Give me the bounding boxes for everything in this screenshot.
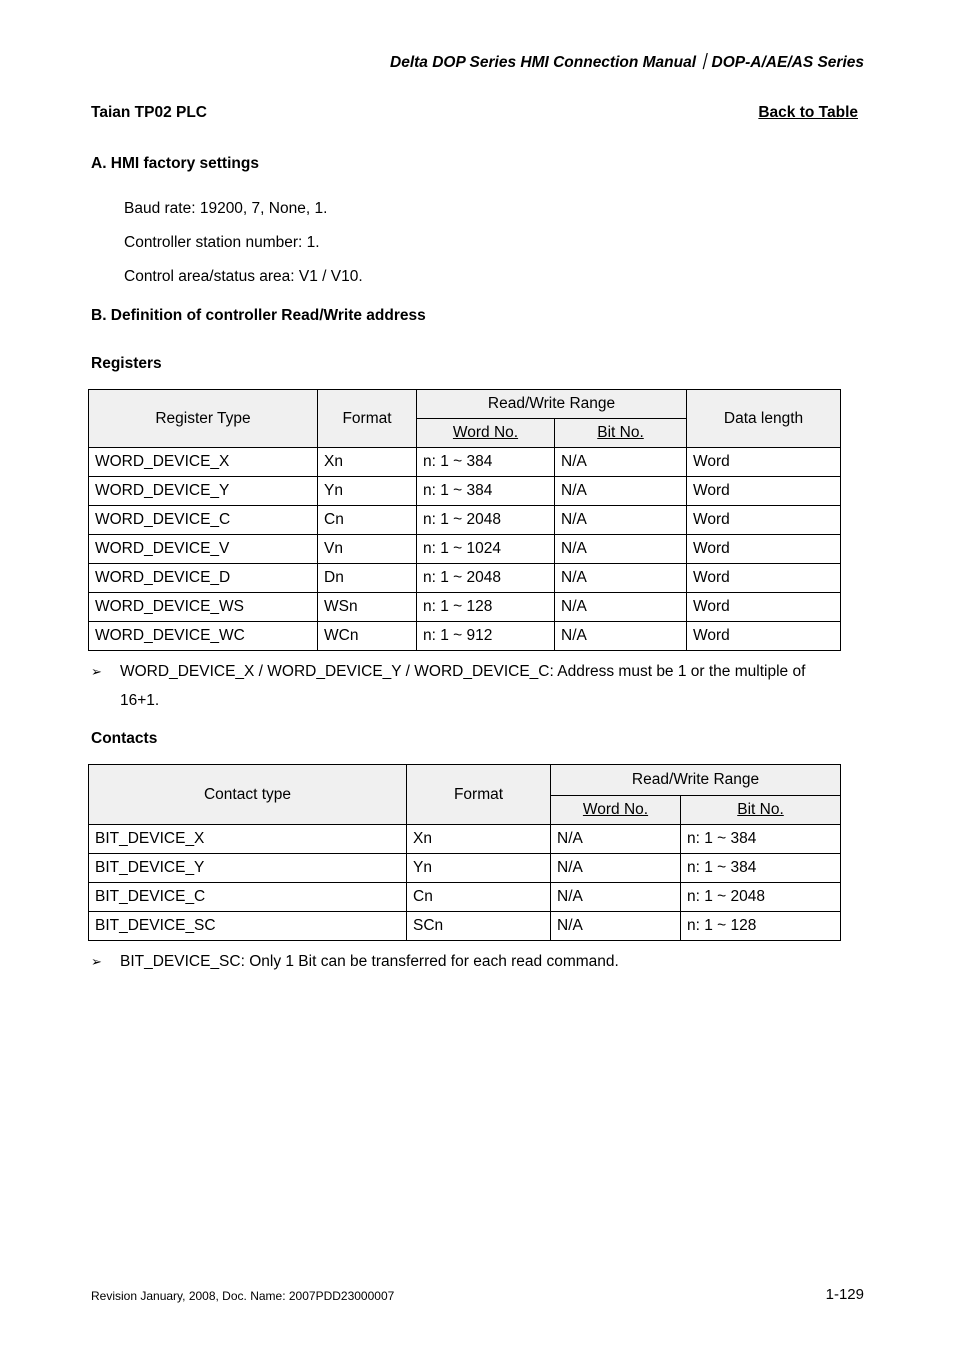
- register-type-cell: WORD_DEVICE_D: [89, 564, 318, 593]
- word-no-cell: N/A: [551, 825, 681, 854]
- bit-no-cell: n: 1 ~ 384: [681, 854, 841, 883]
- format-cell: Yn: [318, 477, 417, 506]
- contact-type-header: Contact type: [89, 765, 407, 825]
- bit-no-cell: n: 1 ~ 128: [681, 912, 841, 941]
- table-row: [89, 854, 841, 883]
- baud-rate-setting: Baud rate: 19200, 7, None, 1.: [124, 200, 328, 217]
- table-row: [89, 883, 841, 912]
- word-no-cell: N/A: [551, 854, 681, 883]
- contacts-table: [88, 764, 841, 941]
- table-row: [89, 912, 841, 941]
- word-no-cell: n: 1 ~ 912: [417, 622, 555, 651]
- footer-revision: Revision January, 2008, Doc. Name: 2007PDD23000007: [91, 1289, 395, 1303]
- word-no-cell: n: 1 ~ 384: [417, 448, 555, 477]
- data-length-cell: Word: [687, 506, 841, 535]
- bit-no-cell: N/A: [555, 535, 687, 564]
- word-no-cell: n: 1 ~ 384: [417, 477, 555, 506]
- word-no-header: Word No.: [551, 796, 681, 825]
- format-header: Format: [318, 390, 417, 448]
- data-length-cell: Word: [687, 535, 841, 564]
- register-type-cell: WORD_DEVICE_C: [89, 506, 318, 535]
- table-row: [89, 448, 841, 477]
- registers-note-line1: WORD_DEVICE_X / WORD_DEVICE_Y / WORD_DEVICE_C: Address must be 1 or the multiple of: [120, 663, 806, 680]
- word-no-cell: n: 1 ~ 2048: [417, 506, 555, 535]
- contact-type-cell: BIT_DEVICE_C: [89, 883, 407, 912]
- format-cell: Cn: [318, 506, 417, 535]
- word-no-header: Word No.: [417, 419, 555, 448]
- data-length-cell: Word: [687, 564, 841, 593]
- manual-header: Delta DOP Series HMI Connection Manual｜DOP-A/AE/AS Series: [390, 54, 864, 71]
- register-type-cell: WORD_DEVICE_Y: [89, 477, 318, 506]
- bit-no-cell: N/A: [555, 622, 687, 651]
- arrow-bullet-icon: ➢: [91, 664, 102, 679]
- bit-no-header: Bit No.: [681, 796, 841, 825]
- registers-table: [88, 389, 841, 651]
- definition-heading: B. Definition of controller Read/Write address: [91, 307, 426, 324]
- format-header: Format: [407, 765, 551, 825]
- arrow-bullet-icon: ➢: [91, 954, 102, 969]
- register-type-cell: WORD_DEVICE_V: [89, 535, 318, 564]
- factory-settings-heading: A. HMI factory settings: [91, 155, 259, 172]
- format-cell: Dn: [318, 564, 417, 593]
- read-write-range-header: Read/Write Range: [417, 390, 687, 419]
- table-row: [89, 825, 841, 854]
- bit-no-cell: N/A: [555, 564, 687, 593]
- contacts-note: [91, 947, 841, 976]
- bit-no-cell: N/A: [555, 448, 687, 477]
- data-length-cell: Word: [687, 593, 841, 622]
- format-cell: Xn: [318, 448, 417, 477]
- format-cell: WSn: [318, 593, 417, 622]
- contact-type-cell: BIT_DEVICE_X: [89, 825, 407, 854]
- table-row: [89, 506, 841, 535]
- station-number-setting: Controller station number: 1.: [124, 234, 320, 251]
- control-area-setting: Control area/status area: V1 / V10.: [124, 268, 363, 285]
- data-length-cell: Word: [687, 622, 841, 651]
- registers-note: [91, 657, 841, 715]
- bit-no-cell: N/A: [555, 477, 687, 506]
- table-row: [89, 622, 841, 651]
- table-row: [89, 564, 841, 593]
- word-no-cell: N/A: [551, 883, 681, 912]
- bit-no-cell: n: 1 ~ 384: [681, 825, 841, 854]
- contacts-heading: Contacts: [91, 730, 158, 747]
- table-row: [89, 535, 841, 564]
- page-number: 1-129: [825, 1286, 864, 1303]
- bit-no-header: Bit No.: [555, 419, 687, 448]
- format-cell: Xn: [407, 825, 551, 854]
- register-type-cell: WORD_DEVICE_X: [89, 448, 318, 477]
- format-cell: WCn: [318, 622, 417, 651]
- word-no-cell: n: 1 ~ 2048: [417, 564, 555, 593]
- bit-no-cell: N/A: [555, 593, 687, 622]
- table-row: [89, 477, 841, 506]
- data-length-header: Data length: [687, 390, 841, 448]
- section-title: Taian TP02 PLC: [91, 104, 207, 121]
- data-length-cell: Word: [687, 448, 841, 477]
- back-to-table-link[interactable]: Back to Table: [758, 104, 858, 121]
- format-cell: Cn: [407, 883, 551, 912]
- word-no-cell: N/A: [551, 912, 681, 941]
- registers-note-line2: 16+1.: [120, 692, 160, 709]
- bit-no-cell: N/A: [555, 506, 687, 535]
- register-type-cell: WORD_DEVICE_WC: [89, 622, 318, 651]
- data-length-cell: Word: [687, 477, 841, 506]
- bit-no-cell: n: 1 ~ 2048: [681, 883, 841, 912]
- format-cell: Yn: [407, 854, 551, 883]
- register-type-header: Register Type: [89, 390, 318, 448]
- table-row: [89, 593, 841, 622]
- contacts-note-text: BIT_DEVICE_SC: Only 1 Bit can be transferred for each read command.: [120, 953, 619, 970]
- word-no-cell: n: 1 ~ 128: [417, 593, 555, 622]
- read-write-range-header: Read/Write Range: [551, 765, 841, 796]
- registers-heading: Registers: [91, 355, 162, 372]
- word-no-cell: n: 1 ~ 1024: [417, 535, 555, 564]
- format-cell: Vn: [318, 535, 417, 564]
- register-type-cell: WORD_DEVICE_WS: [89, 593, 318, 622]
- contact-type-cell: BIT_DEVICE_Y: [89, 854, 407, 883]
- format-cell: SCn: [407, 912, 551, 941]
- contact-type-cell: BIT_DEVICE_SC: [89, 912, 407, 941]
